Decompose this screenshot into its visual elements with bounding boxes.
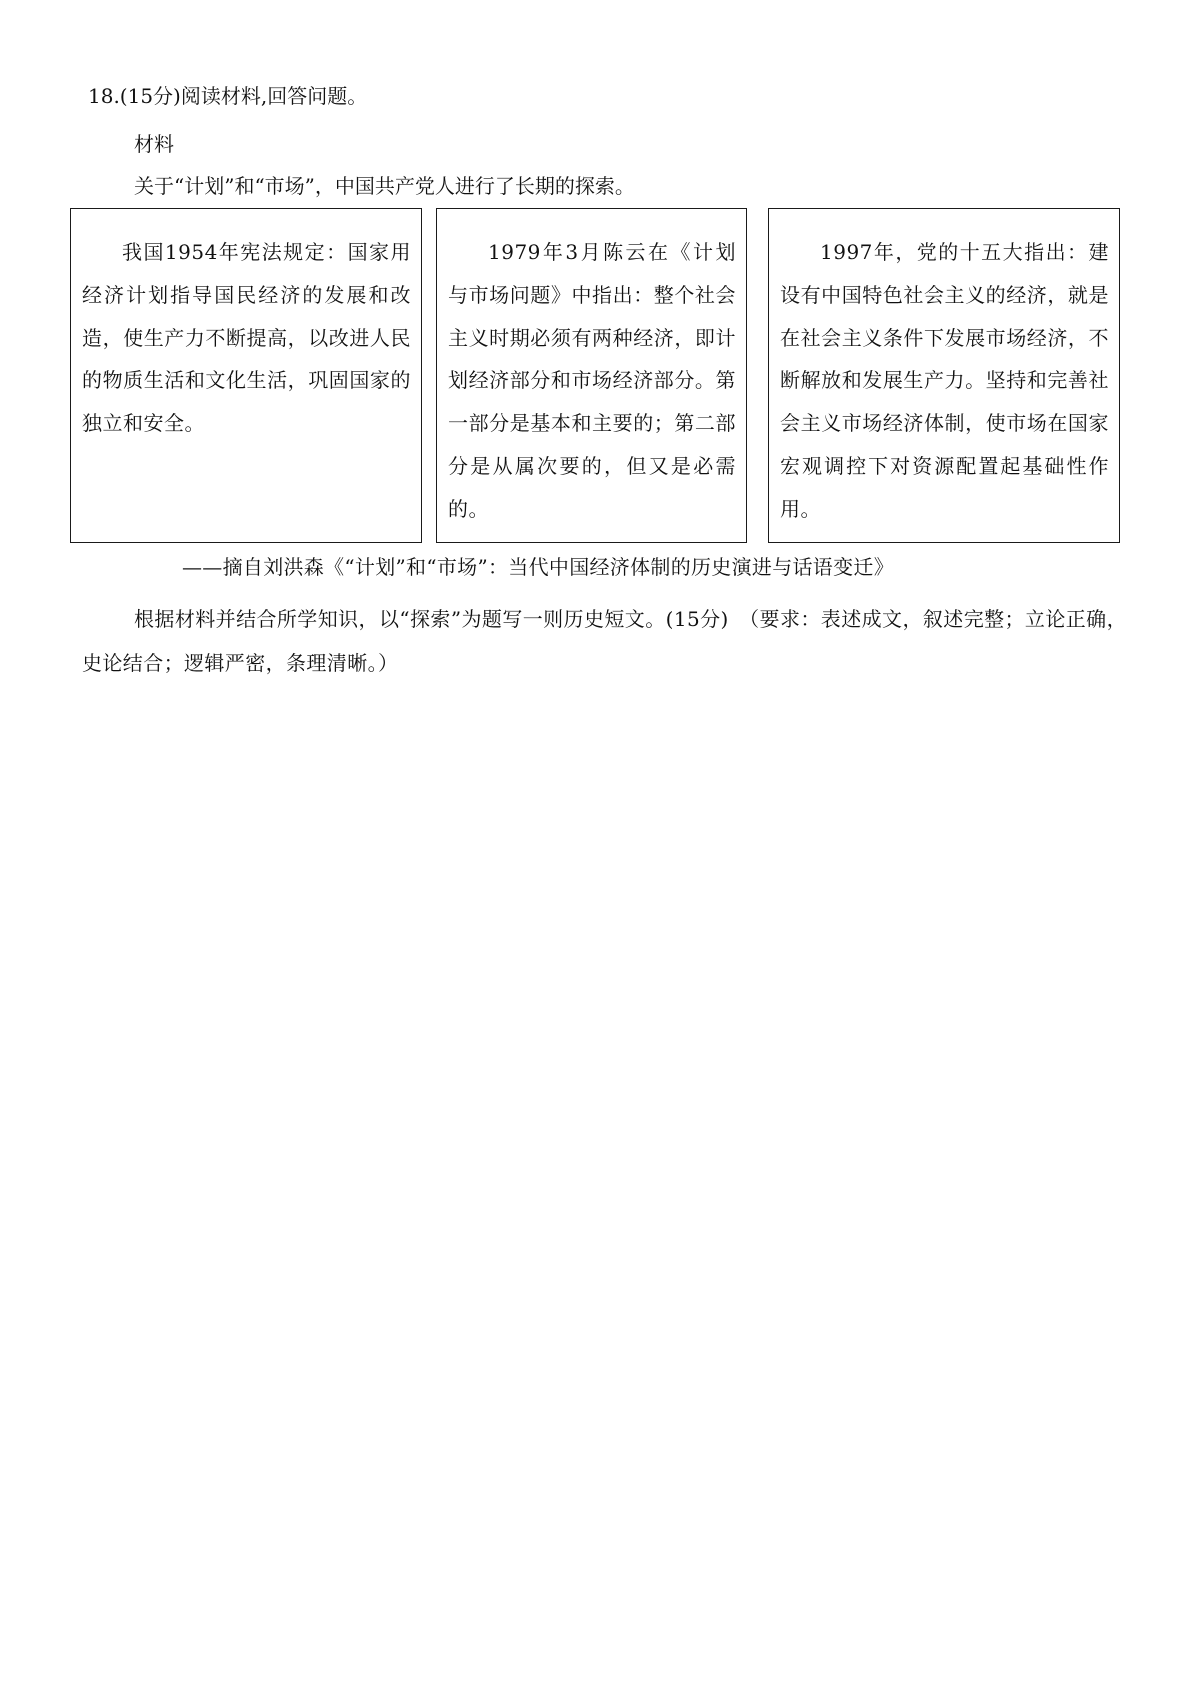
material-box-1997-15th-congress: 1997年，党的十五大指出：建设有中国特色社会主义的经济，就是在社会主义条件下发展市场经济，不断解放和发展生产力。坚持和完善社会主义市场经济体制，使市场在国家宏观调控下对资源配置起基础性作用。 bbox=[768, 208, 1120, 543]
source-citation: ——摘自刘洪森《“计划”和“市场”：当代中国经济体制的历史演进与话语变迁》 bbox=[182, 555, 894, 579]
question-header: 18.(15分)阅读材料,回答问题。 bbox=[88, 84, 368, 108]
material-intro: 关于“计划”和“市场”，中国共产党人进行了长期的探索。 bbox=[134, 174, 635, 198]
essay-prompt: 根据材料并结合所学知识，以“探索”为题写一则历史短文。(15分) （要求：表述成文，叙述完整；立论正确，史论结合；逻辑严密，条理清晰。） bbox=[82, 607, 1127, 675]
material-box-1954-constitution: 我国1954年宪法规定：国家用经济计划指导国民经济的发展和改造，使生产力不断提高，以改进人民的物质生活和文化生活，巩固国家的独立和安全。 bbox=[70, 208, 422, 543]
material-label: 材料 bbox=[134, 132, 174, 156]
material-box-1979-chen-yun: 1979年3月陈云在《计划与市场问题》中指出：整个社会主义时期必须有两种经济，即计划经济部分和市场经济部分。第一部分是基本和主要的；第二部分是从属次要的，但又是必需的。 bbox=[436, 208, 747, 543]
